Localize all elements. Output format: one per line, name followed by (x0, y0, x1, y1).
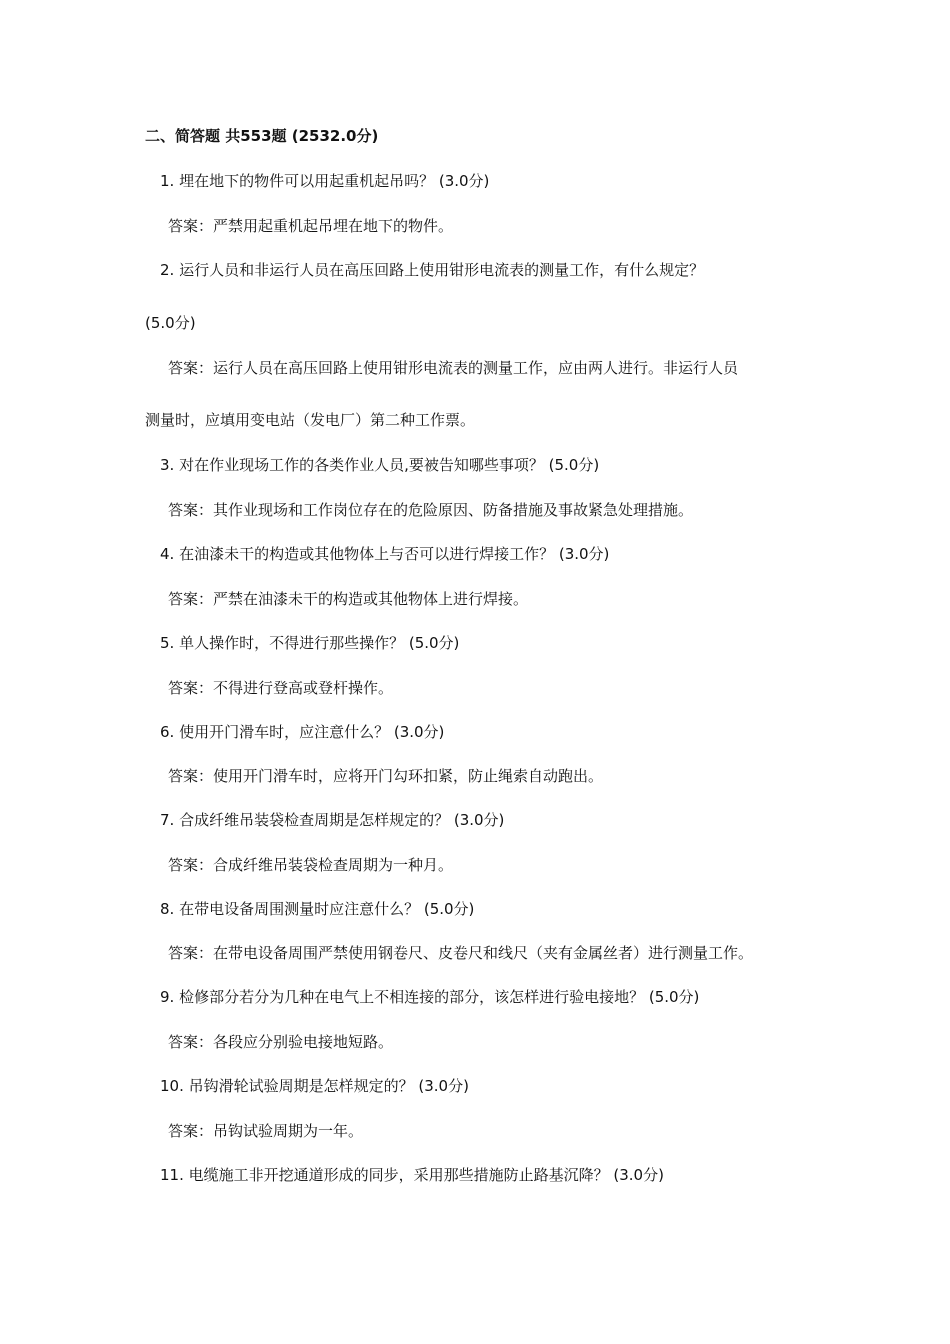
section-heading: 二、简答题 共553题 (2532.0分) (145, 127, 379, 145)
question-2-continuation: (5.0分) (145, 314, 196, 332)
answer-9: 答案：各段应分别验电接地短路。 (168, 1033, 394, 1051)
question-3: 3. 对在作业现场工作的各类作业人员,要被告知哪些事项？ (5.0分) (160, 456, 600, 474)
answer-2: 答案：运行人员在高压回路上使用钳形电流表的测量工作，应由两人进行。非运行人员 (168, 359, 739, 377)
question-8: 8. 在带电设备周围测量时应注意什么？ (5.0分) (160, 900, 475, 918)
question-7: 7. 合成纤维吊装袋检查周期是怎样规定的？ (3.0分) (160, 811, 505, 829)
answer-1: 答案：严禁用起重机起吊埋在地下的物件。 (168, 217, 454, 235)
question-4: 4. 在油漆未干的构造或其他物体上与否可以进行焊接工作？ (3.0分) (160, 545, 610, 563)
question-11: 11. 电缆施工非开挖通道形成的同步，采用那些措施防止路基沉降？ (3.0分) (160, 1166, 664, 1184)
answer-6: 答案：使用开门滑车时，应将开门勾环扣紧，防止绳索自动跑出。 (168, 767, 604, 785)
answer-8: 答案：在带电设备周围严禁使用钢卷尺、皮卷尺和线尺（夹有金属丝者）进行测量工作。 (168, 944, 754, 962)
answer-10: 答案：吊钩试验周期为一年。 (168, 1122, 364, 1140)
question-6: 6. 使用开门滑车时，应注意什么？ (3.0分) (160, 723, 445, 741)
question-9: 9. 检修部分若分为几种在电气上不相连接的部分，该怎样进行验电接地？ (5.0分) (160, 988, 700, 1006)
answer-7: 答案：合成纤维吊装袋检查周期为一种月。 (168, 856, 454, 874)
answer-4: 答案：严禁在油漆未干的构造或其他物体上进行焊接。 (168, 590, 529, 608)
answer-5: 答案：不得进行登高或登杆操作。 (168, 679, 394, 697)
question-2: 2. 运行人员和非运行人员在高压回路上使用钳形电流表的测量工作，有什么规定？ (160, 261, 705, 279)
answer-2-continuation: 测量时，应填用变电站（发电厂）第二种工作票。 (145, 411, 476, 429)
question-10: 10. 吊钩滑轮试验周期是怎样规定的？ (3.0分) (160, 1077, 469, 1095)
question-1: 1. 埋在地下的物件可以用起重机起吊吗？ (3.0分) (160, 172, 490, 190)
question-5: 5. 单人操作时，不得进行那些操作？ (5.0分) (160, 634, 460, 652)
answer-3: 答案：其作业现场和工作岗位存在的危险原因、防备措施及事故紧急处理措施。 (168, 501, 694, 519)
